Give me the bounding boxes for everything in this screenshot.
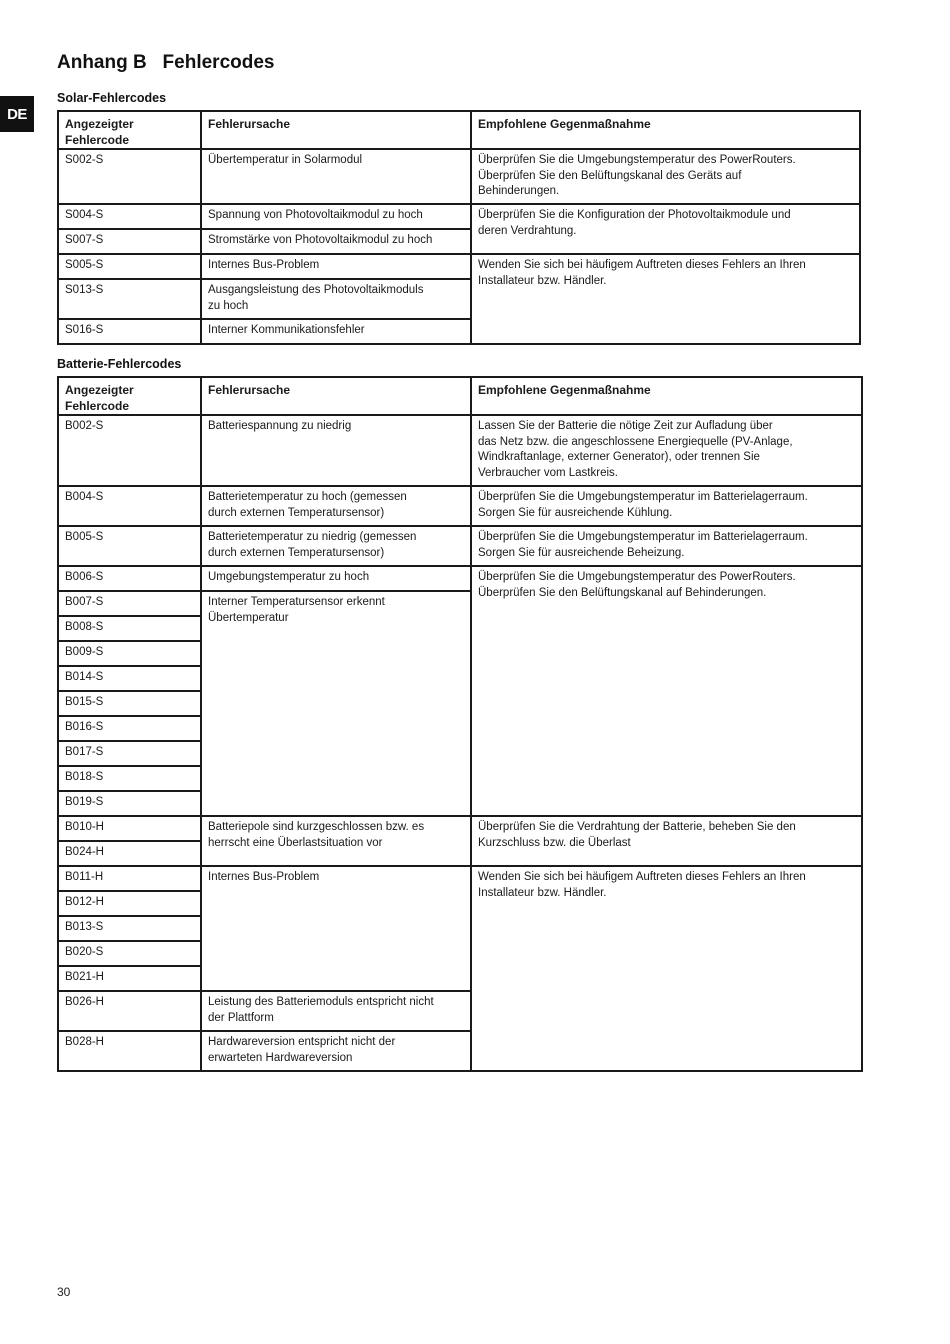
- table-row: [58, 816, 862, 841]
- error-code: B013-S: [58, 916, 201, 941]
- error-code: S013-S: [58, 279, 201, 319]
- column-header-code: Angezeigter Fehlercode: [58, 111, 201, 149]
- error-code: B014-S: [58, 666, 201, 691]
- error-code: S002-S: [58, 149, 201, 204]
- table-row: [58, 204, 860, 229]
- error-cause: Stromstärke von Photovoltaikmodul zu hoch: [201, 229, 471, 254]
- error-code: B028-H: [58, 1031, 201, 1071]
- error-code: B021-H: [58, 966, 201, 991]
- error-cause: Hardwareversion entspricht nicht der erwarteten Hardwareversion: [201, 1031, 471, 1071]
- error-cause: Übertemperatur in Solarmodul: [201, 149, 471, 204]
- table-header-row: [58, 111, 860, 149]
- error-cause: Batteriepole sind kurzgeschlossen bzw. es herrscht eine Überlastsituation vor: [201, 816, 471, 866]
- error-action: Überprüfen Sie die Umgebungstemperatur des PowerRouters. Überprüfen Sie den Belüftungskanal auf Behinderungen.: [471, 566, 862, 816]
- error-cause: Leistung des Batteriemoduls entspricht nicht der Plattform: [201, 991, 471, 1031]
- battery-error-table: [57, 376, 863, 1072]
- page-heading: Anhang B Fehlercodes: [57, 52, 275, 73]
- error-cause: Internes Bus-Problem: [201, 254, 471, 279]
- table-row: [58, 866, 862, 891]
- error-code: B007-S: [58, 591, 201, 616]
- error-code: B016-S: [58, 716, 201, 741]
- solar-section-title: Solar-Fehlercodes: [57, 91, 167, 105]
- column-header-action: Empfohlene Gegenmaßnahme: [471, 111, 860, 149]
- error-code: B015-S: [58, 691, 201, 716]
- table-row: [58, 526, 862, 566]
- error-code: B006-S: [58, 566, 201, 591]
- error-action: Überprüfen Sie die Verdrahtung der Batterie, beheben Sie den Kurzschluss bzw. die Überlast: [471, 816, 862, 866]
- battery-section-title: Batterie-Fehlercodes: [57, 357, 182, 371]
- error-code: B020-S: [58, 941, 201, 966]
- column-header-cause: Fehlerursache: [201, 111, 471, 149]
- error-code: B019-S: [58, 791, 201, 816]
- error-code: B017-S: [58, 741, 201, 766]
- error-code: B018-S: [58, 766, 201, 791]
- error-action: Wenden Sie sich bei häufigem Auftreten dieses Fehlers an Ihren Installateur bzw. Händler.: [471, 866, 862, 1071]
- error-cause: Ausgangsleistung des Photovoltaikmoduls zu hoch: [201, 279, 471, 319]
- error-code: B010-H: [58, 816, 201, 841]
- error-code: S004-S: [58, 204, 201, 229]
- table-header-row: [58, 377, 862, 415]
- error-code: S007-S: [58, 229, 201, 254]
- column-header-action: Empfohlene Gegenmaßnahme: [471, 377, 862, 415]
- error-cause: Batteriespannung zu niedrig: [201, 415, 471, 486]
- error-code: S005-S: [58, 254, 201, 279]
- error-code: B002-S: [58, 415, 201, 486]
- table-row: [58, 486, 862, 526]
- error-code: B005-S: [58, 526, 201, 566]
- error-code: B008-S: [58, 616, 201, 641]
- error-action: Überprüfen Sie die Umgebungstemperatur im Batterielagerraum. Sorgen Sie für ausreichende Kühlung.: [471, 486, 862, 526]
- error-action: Wenden Sie sich bei häufigem Auftreten dieses Fehlers an Ihren Installateur bzw. Händler.: [471, 254, 860, 344]
- error-action: Überprüfen Sie die Konfiguration der Photovoltaikmodule und deren Verdrahtung.: [471, 204, 860, 254]
- table-row: [58, 566, 862, 591]
- error-cause: Batterietemperatur zu niedrig (gemessen durch externen Temperatursensor): [201, 526, 471, 566]
- error-cause: Internes Bus-Problem: [201, 866, 471, 991]
- error-cause: Batterietemperatur zu hoch (gemessen durch externen Temperatursensor): [201, 486, 471, 526]
- error-cause: Spannung von Photovoltaikmodul zu hoch: [201, 204, 471, 229]
- error-cause: Interner Kommunikationsfehler: [201, 319, 471, 344]
- column-header-code: Angezeigter Fehlercode: [58, 377, 201, 415]
- error-code: B011-H: [58, 866, 201, 891]
- error-action: Überprüfen Sie die Umgebungstemperatur des PowerRouters. Überprüfen Sie den Belüftungskanal des Geräts auf Behinderungen.: [471, 149, 860, 204]
- column-header-cause: Fehlerursache: [201, 377, 471, 415]
- error-action: Überprüfen Sie die Umgebungstemperatur im Batterielagerraum. Sorgen Sie für ausreichende Beheizung.: [471, 526, 862, 566]
- table-row: [58, 254, 860, 279]
- error-code: B026-H: [58, 991, 201, 1031]
- error-code: B004-S: [58, 486, 201, 526]
- error-cause: Interner Temperatursensor erkennt Übertemperatur: [201, 591, 471, 816]
- error-code: B009-S: [58, 641, 201, 666]
- solar-error-table: [57, 110, 861, 345]
- table-row: [58, 415, 862, 486]
- table-row: [58, 149, 860, 204]
- language-tab: DE: [0, 96, 34, 132]
- error-action: Lassen Sie der Batterie die nötige Zeit zur Aufladung über das Netz bzw. die angeschlossene Energiequelle (PV-Anlage, Windkraftanlage, externer Generator), oder trennen Sie Verbraucher vom Lastkreis.: [471, 415, 862, 486]
- page-number: 30: [57, 1285, 71, 1299]
- error-code: S016-S: [58, 319, 201, 344]
- error-cause: Umgebungstemperatur zu hoch: [201, 566, 471, 591]
- error-code: B024-H: [58, 841, 201, 866]
- error-code: B012-H: [58, 891, 201, 916]
